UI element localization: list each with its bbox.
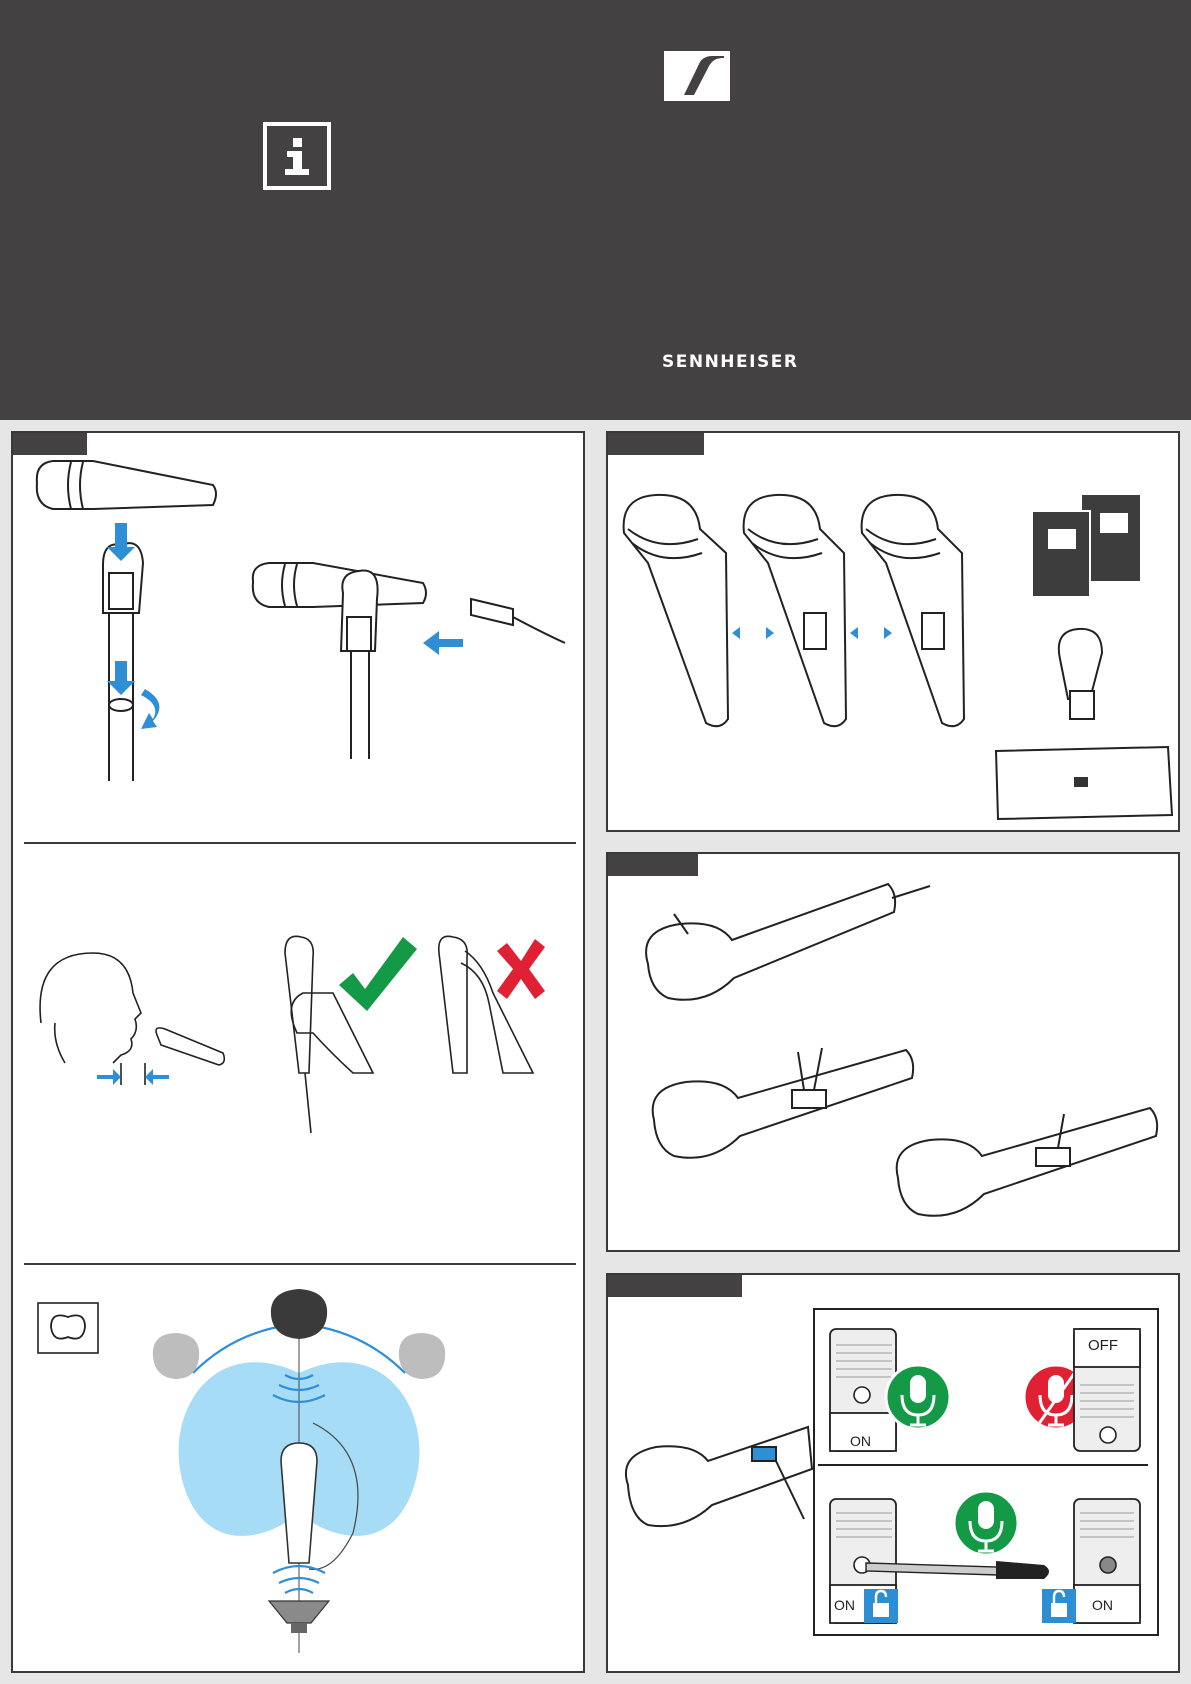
product-overview-illustration xyxy=(608,854,1180,1252)
microphone-variant-1 xyxy=(624,495,728,726)
lock-on-left-label: ON xyxy=(834,1597,855,1613)
switch-usage-illustration xyxy=(608,1275,1180,1673)
package-contents-illustration xyxy=(608,433,1180,832)
info-icon xyxy=(265,124,329,188)
mic-on-icon xyxy=(954,1491,1018,1555)
storage-pouch xyxy=(996,747,1172,819)
cardioid-icon xyxy=(38,1303,98,1353)
head-distance-illustration xyxy=(40,936,533,1133)
unlock-icon xyxy=(864,1589,898,1623)
left-panel xyxy=(11,431,585,1673)
switch-usage-panel xyxy=(606,1273,1180,1673)
microphone-variant-2 xyxy=(744,495,846,726)
left-panel-illustrations xyxy=(13,433,585,1673)
info-icon-graphic xyxy=(0,0,1191,420)
blue-arrows xyxy=(107,523,463,729)
documents-icon xyxy=(1032,495,1140,597)
mic-overview-top xyxy=(646,884,930,1000)
mic-overview-lock xyxy=(897,1108,1157,1216)
check-icon xyxy=(339,937,417,1011)
distance-arrows xyxy=(97,1069,169,1085)
sennheiser-s-logo xyxy=(664,51,730,101)
mic-mount-illustration xyxy=(37,461,565,781)
cover-header xyxy=(0,0,1191,420)
unlock-icon xyxy=(1042,1589,1076,1623)
lock-on-right-label: ON xyxy=(1092,1597,1113,1613)
cross-icon xyxy=(497,939,545,999)
product-overview-panel xyxy=(606,852,1180,1252)
mic-overview-switch xyxy=(653,1048,913,1158)
package-contents-panel xyxy=(606,431,1180,832)
switch-on-label: ON xyxy=(850,1433,871,1449)
mic-with-switch xyxy=(626,1427,812,1526)
polar-pattern-illustration xyxy=(153,1289,445,1653)
brand-wordmark: SENNHEISER xyxy=(662,352,799,372)
mic-clip xyxy=(1059,629,1102,719)
microphone-variant-3 xyxy=(862,495,964,726)
switch-off-label: OFF xyxy=(1088,1337,1118,1354)
mic-on-icon xyxy=(886,1365,950,1429)
